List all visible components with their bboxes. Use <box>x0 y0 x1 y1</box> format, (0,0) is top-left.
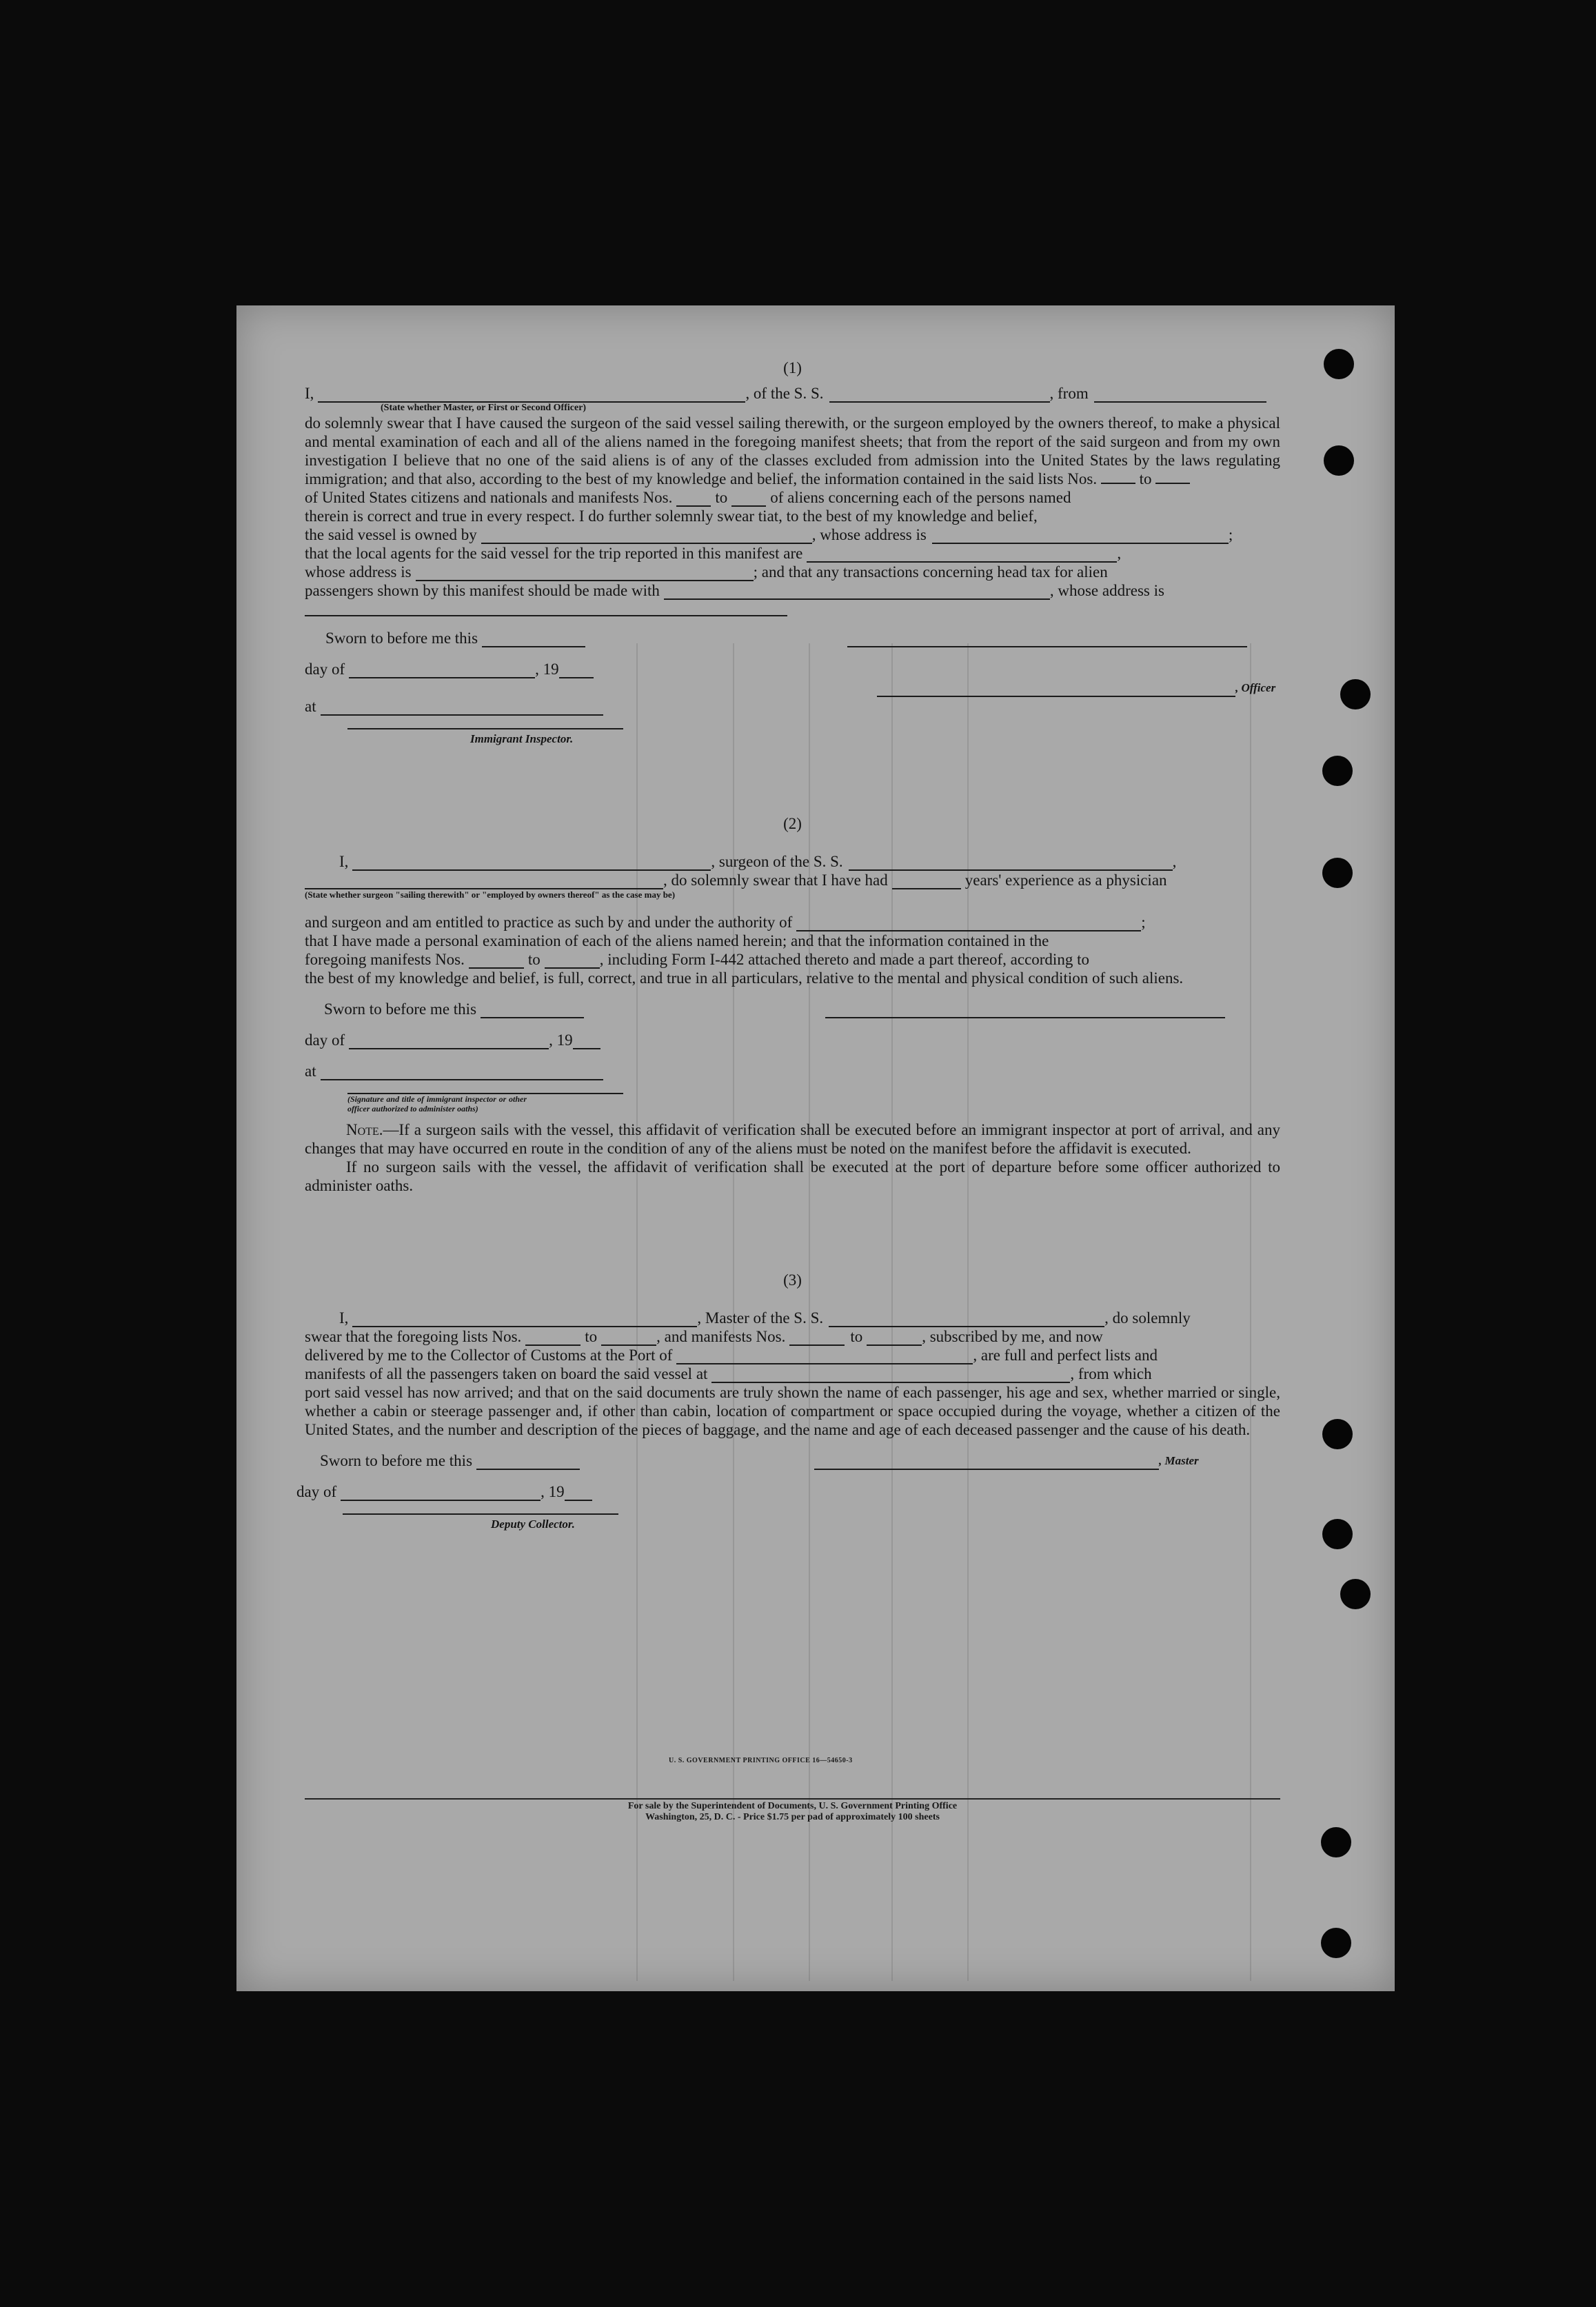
affidavit-text: (1) I, , of the S. S. , from (State whether Master, or First or Second Officer) do solemnly swear that I have caused the surgeon of the said vessel sailing therewith, or the surgeon employed by the owners thereof, to make a physical and mental examination of each and all of the aliens named in the foregoing manifest sheets; that from the report of the said surgeon and from my own investigation I believe that no one of the said aliens is of any of the classes excluded from admission into the United States by the laws regulating immigration; and that also, according to the best of my knowledge and belief, the information contained in the said lists Nos. to of United States citizens and nationals and manifests Nos. to of aliens concerning each of the persons named therein is correct and true in every respect. I do further solemnly swear tiat, to the best of my knowledge and belief, the said vessel is owned by , whose address is ; that the local agents for the said vessel for the trip reported in this manifest are , whose address is ; and that any transactions concerning head tax for alien passengers shown by this manifest should be made with , whose address is Sworn to before me this day of , 19 , Officer at Immigrant Inspector. (2) I, , surgeon of the S. S. , , do solemnly swear that I have had years' experience as a physician (State whether surgeon "sailing therewith" or "employed by owners thereof" as the case may be) and surgeon and am entitled to practice as such by and under the authority of ; that I have made a personal examination of each of the aliens named herein; and that the information contained in the foregoing manifests Nos. to , including Form I-442 attached thereto and made a part thereof, according to the best of my knowledge and belief, is full, correct, and true in all particulars, relative to the mental and physical condition of such aliens. Sworn to before me this day of , 19 at (Signature and title of immigrant inspector or other officer authorized to administer oaths) Note.—If a surgeon sails with the vessel, this affidavit of verification shall be executed before an immigrant inspector at port of arrival, and any changes that may have occurred en route in the condition of any of the aliens must be noted on the manifest before the affidavit is executed. If no surgeon sails with the vessel, the affidavit of verification shall be executed at the port of departure before some officer authorized to administer oaths. (3) I, , Master of the S. S. , do solemnly swear that the foregoing lists Nos. to , and manifests Nos. to , subscribed by me, and now delivered by me to the Collector of Customs at the Port of , are full and perfect lists and manifests of all the passengers taken on board the said vessel at , from which port said vessel has now arrived; and that on the said documents are truly shown the name of each passenger, his age and sex, whether married or single, whether a cabin or steerage passenger and, if other than cabin, location of compartment or space occupied during the voyage, whether a citizen of the United States, and the number and description of the pieces of baggage, and the name and age of each deceased passenger and the cause of his death. Sworn to before me this , Master day of , 19 Deputy Collector. <box>305 359 1280 1533</box>
footer-divider <box>305 1798 1280 1800</box>
authority-line: and surgeon and am entitled to practice as such by and under the authority of ; <box>305 914 1146 931</box>
surgeon-month-field[interactable] <box>349 1036 549 1049</box>
officer-label: , Officer <box>1235 681 1276 694</box>
owner-field[interactable] <box>481 530 812 544</box>
of-ss-label: , of the S. S. <box>745 385 824 402</box>
customs-line: delivered by me to the Collector of Customs at the Port of , are full and perfect lists and <box>305 1347 1158 1364</box>
punch-hole <box>1340 679 1371 709</box>
day-of-line-1: day of , 19 <box>305 660 1280 678</box>
master-line <box>305 384 1280 403</box>
master3-vessel-field[interactable] <box>829 1313 1104 1327</box>
punch-hole <box>1321 1827 1351 1857</box>
from-label: , from <box>1049 385 1089 402</box>
surgeon-line: I, , surgeon of the S. S. , <box>339 853 1177 870</box>
agents-field[interactable] <box>807 549 1117 563</box>
master-label: , Master <box>1159 1454 1199 1467</box>
master3-manifests-to-field[interactable] <box>867 1332 922 1346</box>
surgeon-name-field[interactable] <box>352 857 711 871</box>
surgeon-manifests-line: foregoing manifests Nos. to , including Form I-442 attached thereto and made a part thereof, according to <box>305 951 1089 968</box>
pronoun-label: I, <box>305 385 314 402</box>
examination-line: that I have made a personal examination of each of the aliens named herein; and that the information contained in the <box>305 932 1049 949</box>
officer-signature-field[interactable] <box>877 683 1235 697</box>
printing-office-imprint: U. S. GOVERNMENT PRINTING OFFICE 16—54650-3 <box>669 1757 853 1764</box>
section-1-heading: (1) <box>783 359 802 376</box>
note-paragraph: Note.—If a surgeon sails with the vessel, this affidavit of verification shall be executed before an immigrant inspector at port of arrival, and any changes that may have occurred en route in the condition of any of the aliens must be noted on the manifest before the affidavit is executed. <box>305 1121 1280 1157</box>
headtax-line: passengers shown by this manifest should be made with , whose address is <box>305 582 1164 599</box>
note-paragraph-2: If no surgeon sails with the vessel, the affidavit of verification shall be executed at the port of departure before some officer authorized to administer oaths. <box>305 1158 1280 1194</box>
owner-address-field[interactable] <box>932 530 1229 544</box>
vessel-name-field[interactable] <box>829 389 1050 403</box>
surgeon-manifests-to-field[interactable] <box>545 955 600 969</box>
at-line-1: at <box>305 697 1280 716</box>
master3-lists-from-field[interactable] <box>525 1332 580 1346</box>
deputy-collector-label: Deputy Collector. <box>491 1518 575 1531</box>
boarding-line: manifests of all the passengers taken on board the said vessel at , from which <box>305 1365 1152 1382</box>
authority-field[interactable] <box>796 918 1141 931</box>
agents-address-line: whose address is ; and that any transactions concerning head tax for alien <box>305 563 1108 581</box>
surgeon-place-field[interactable] <box>321 1067 603 1080</box>
surgeon-vessel-field[interactable] <box>849 857 1173 871</box>
manifests-to-field[interactable] <box>731 493 766 507</box>
surgeon-signature-field[interactable] <box>825 1005 1225 1018</box>
oath-officer-caption: (Signature and title of immigrant inspector or other officer authorized to administer oaths) <box>347 1094 527 1114</box>
surgeon-year-field[interactable] <box>573 1036 600 1049</box>
punch-hole <box>1322 1519 1353 1549</box>
day-of-month-field[interactable] <box>349 665 535 678</box>
sworn-line-2: Sworn to before me this <box>324 1000 1280 1018</box>
surgeon-sworn-day-field[interactable] <box>481 1005 584 1018</box>
lists-to-field[interactable] <box>1155 470 1190 484</box>
punch-hole <box>1324 445 1354 476</box>
master-caption: (State whether Master, or First or Second Officer) <box>381 403 587 413</box>
day-of-line-2: day of , 19 <box>305 1031 1280 1049</box>
from-port-field[interactable] <box>1094 389 1266 403</box>
surgeon-caption: (State whether surgeon "sailing therewith" or "employed by owners thereof" as the case may be) <box>305 889 676 900</box>
manifests-from-field[interactable] <box>676 493 711 507</box>
punch-hole <box>1322 756 1353 786</box>
lists-from-field[interactable] <box>1101 470 1135 484</box>
place-field[interactable] <box>321 702 603 716</box>
headtax-payee-field[interactable] <box>664 586 1050 600</box>
boarding-port-field[interactable] <box>711 1369 1070 1383</box>
owner-line: the said vessel is owned by , whose address is ; <box>305 526 1233 543</box>
agents-line: that the local agents for the said vessel for the trip reported in this manifest are , <box>305 545 1122 562</box>
sworn-line-1: Sworn to before me this <box>325 629 1280 647</box>
master3-manifests-from-field[interactable] <box>789 1332 845 1346</box>
day-of-line-3: day of , 19 <box>296 1482 1280 1501</box>
section-2-heading: (2) <box>783 815 802 832</box>
officer-signature-top-line[interactable] <box>847 634 1247 647</box>
belief-line: therein is correct and true in every respect. I do further solemnly swear tiat, to the best of my knowledge and belief, <box>305 507 1038 525</box>
condition-line: the best of my knowledge and belief, is full, correct, and true in all particulars, relative to the mental and physical condition of such aliens. <box>305 969 1184 987</box>
punch-hole <box>1324 349 1354 379</box>
manifests-line: of United States citizens and nationals and manifests Nos. to of aliens concerning each of the persons named <box>305 489 1071 506</box>
punch-hole <box>1322 858 1353 888</box>
punch-hole <box>1321 1928 1351 1958</box>
surgeon-manifests-from-field[interactable] <box>469 955 524 969</box>
year-field[interactable] <box>559 665 594 678</box>
surgeon-status-field[interactable] <box>305 876 663 889</box>
headtax-address-field[interactable] <box>305 603 787 616</box>
footer-sale-notice: For sale by the Superintendent of Documents, U. S. Government Printing Office Washington, 25, D. C. - Price $1.75 per pad of approximately 100 sheets <box>627 1801 958 1822</box>
punch-hole <box>1340 1579 1371 1609</box>
agents-address-field[interactable] <box>416 567 754 581</box>
inspector-label: Immigrant Inspector. <box>470 732 574 745</box>
customs-port-field[interactable] <box>676 1351 973 1364</box>
master3-month-field[interactable] <box>341 1487 541 1501</box>
sworn-day-field[interactable] <box>482 634 585 647</box>
master3-year-field[interactable] <box>565 1487 592 1501</box>
passenger-details-paragraph: port said vessel has now arrived; and that on the said documents are truly shown the name of each passenger, his age and sex, whether married or single, whether a cabin or steerage passenger and, if other than cabin, location of compartment or space occupied during the voyage, whether a citizen of the United States, and the number and description of the pieces of baggage, and the name and age of each deceased passenger and the cause of his death. <box>305 1384 1280 1438</box>
sworn-line-3: Sworn to before me this , Master <box>320 1452 1199 1469</box>
punch-hole <box>1322 1419 1353 1449</box>
master3-lists-to-field[interactable] <box>601 1332 656 1346</box>
master-name-field[interactable] <box>318 389 745 403</box>
at-line-2: at <box>305 1062 1280 1080</box>
years-field[interactable] <box>892 876 961 889</box>
oath-paragraph: do solemnly swear that I have caused the surgeon of the said vessel sailing therewith, or the surgeon employed by the owners thereof, to make a physical and mental examination of each and all of the aliens named in the foregoing manifest sheets; that from the report of the said surgeon and from my own investigation I believe that no one of the said aliens is of any of the classes excluded from admission into the United States by the laws regulating immigration; and that also, according to the best of my knowledge and belief, the information contained in the said lists Nos. to <box>305 414 1280 487</box>
master-signature-field[interactable] <box>814 1456 1159 1470</box>
master3-sworn-day-field[interactable] <box>476 1456 580 1470</box>
lists-line-3: swear that the foregoing lists Nos. to , and manifests Nos. to , subscribed by me, and now <box>305 1328 1103 1345</box>
master-line-3: I, , Master of the S. S. , do solemnly <box>339 1309 1191 1327</box>
section-3-heading: (3) <box>783 1271 802 1289</box>
master3-name-field[interactable] <box>352 1313 697 1327</box>
